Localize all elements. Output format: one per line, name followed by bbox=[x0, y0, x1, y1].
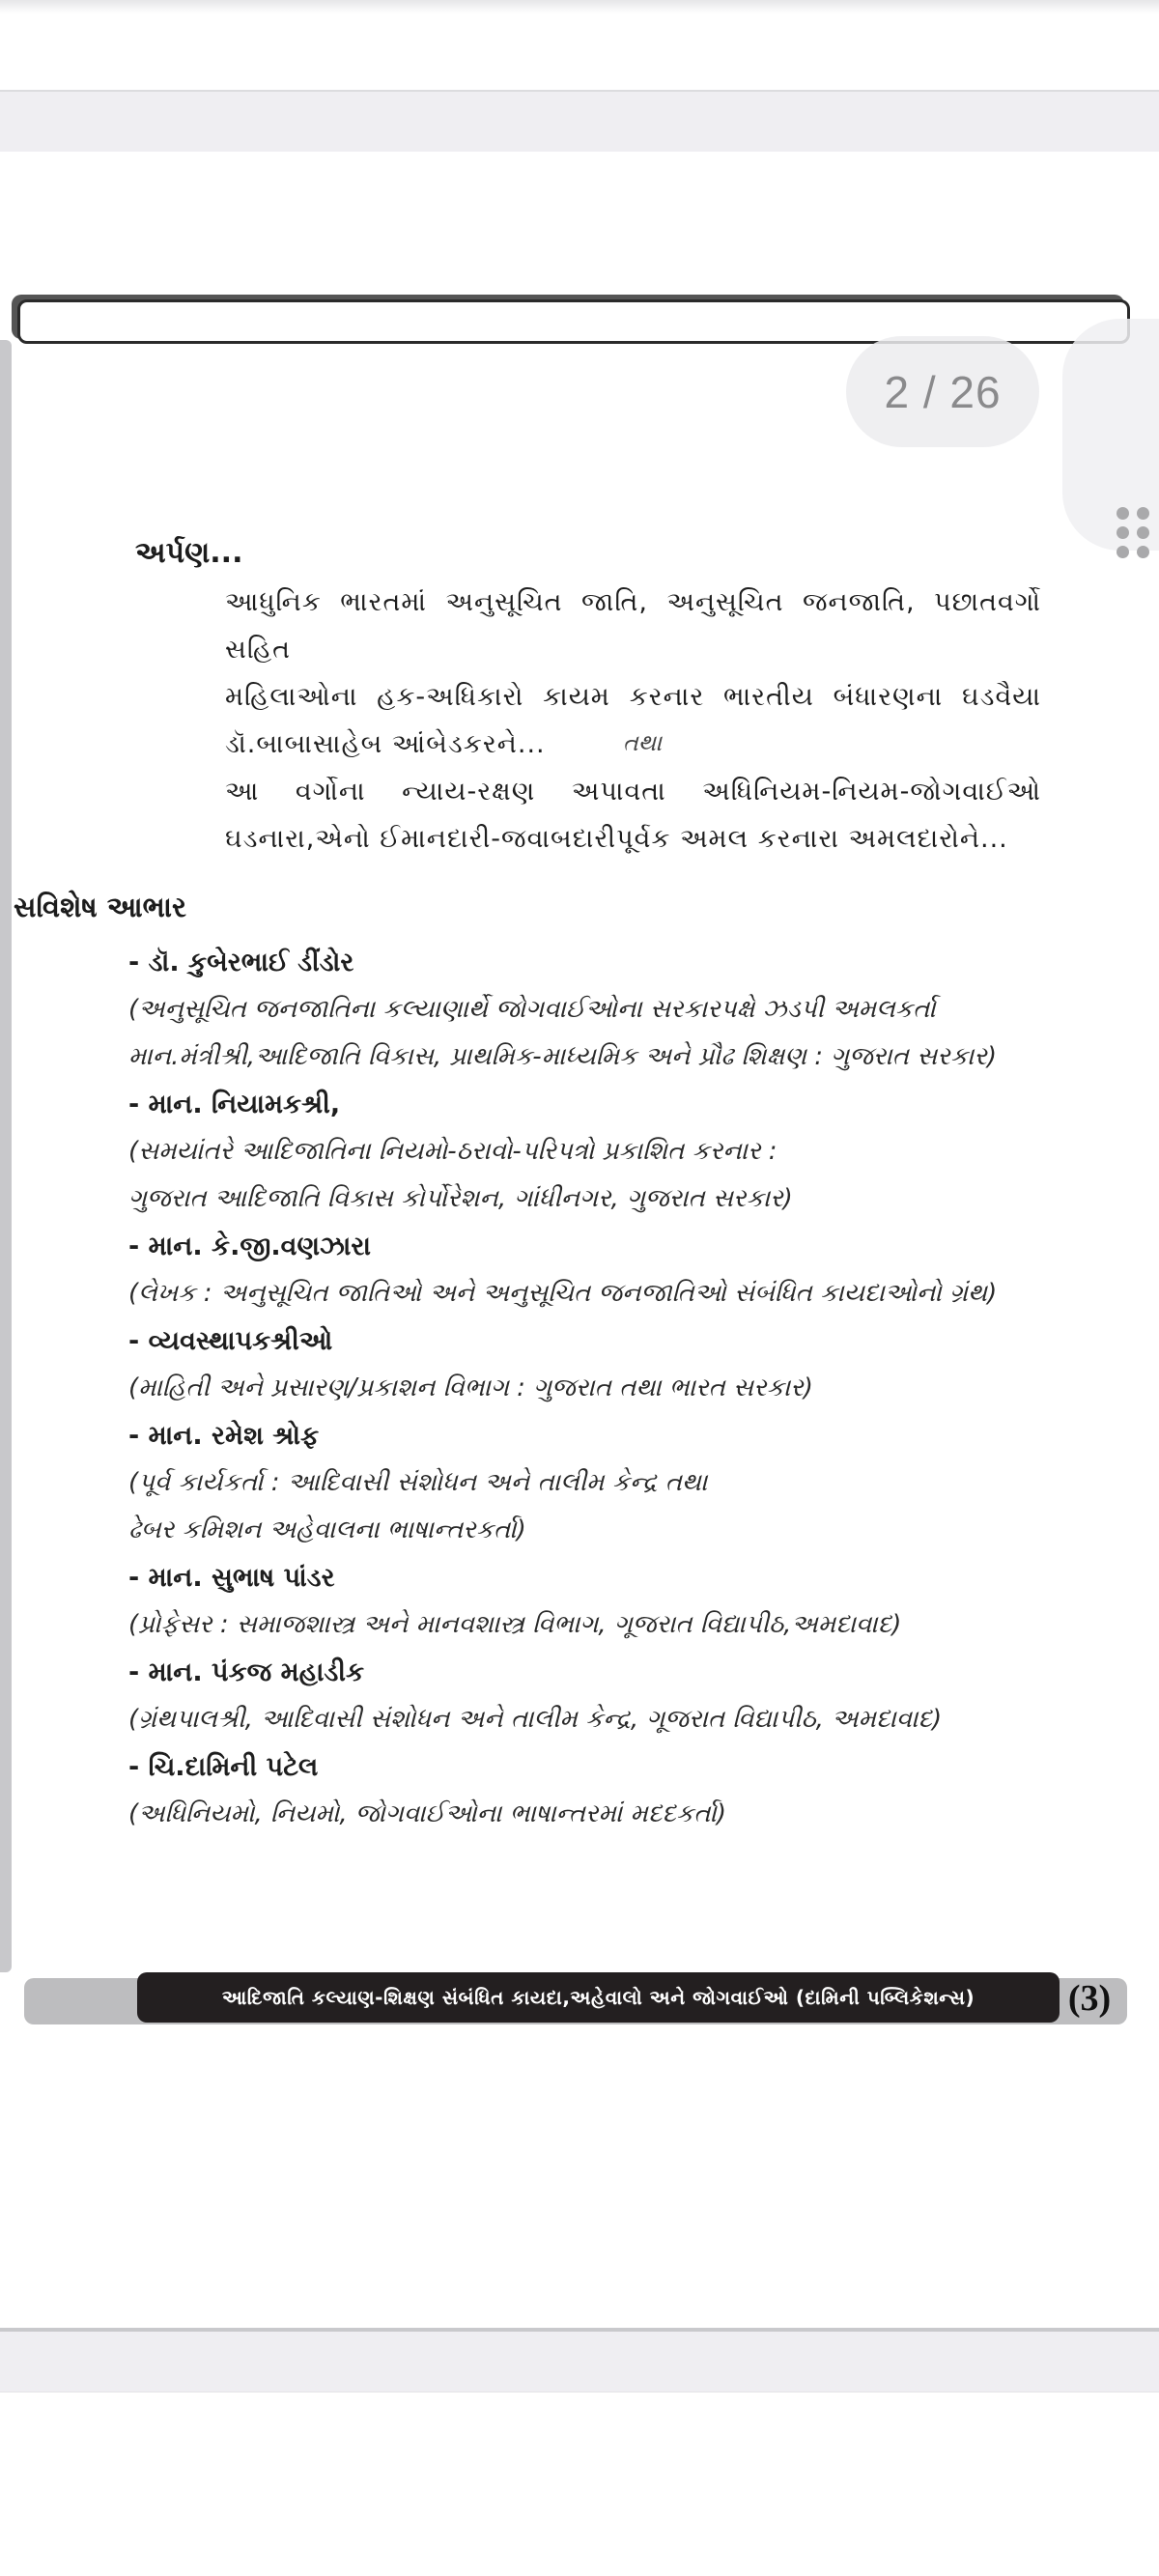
ack-item bbox=[128, 939, 1094, 1081]
ack-desc-line: (પૂર્વ કાર્યકર્તા : આદિવાસી સંશોધન અને તાલીમ કેન્દ્ર તથા bbox=[128, 1468, 708, 1497]
connector-text: તથા bbox=[622, 729, 663, 756]
ack-name: - માન. નિયામકશ્રી, bbox=[128, 1090, 341, 1119]
ack-item bbox=[128, 1081, 1094, 1223]
acknowledgements-heading: સવિશેષ આભાર bbox=[14, 891, 186, 923]
ack-desc-line: (પ્રોફેસર : સમાજશાસ્ત્ર અને માનવશાસ્ત્ર વિભાગ, ગૂજરાત વિદ્યાપીઠ,અમદાવાદ) bbox=[128, 1610, 902, 1639]
previous-page-bottom-edge bbox=[0, 0, 1159, 14]
dedication-paragraph-2 bbox=[225, 768, 1041, 863]
ack-desc-line: (માહિતી અને પ્રસારણ/પ્રકાશન વિભાગ : ગુજરાત તથા ભારત સરકાર) bbox=[128, 1373, 813, 1402]
ack-desc-line: માન.મંત્રીશ્રી,આદિજાતિ વિકાસ, પ્રાથમિક-માધ્યમિક અને પ્રૌઢ શિક્ષણ : ગુજરાત સરકાર) bbox=[128, 1042, 998, 1071]
ack-name: - માન. સુભાષ પાંડર bbox=[128, 1563, 335, 1593]
ack-name: - ડૉ. કુબેરભાઈ ડીંડોર bbox=[128, 948, 354, 977]
page-separator-top bbox=[0, 90, 1159, 153]
ack-item bbox=[128, 1743, 1094, 1838]
drag-grip-icon[interactable] bbox=[1117, 507, 1150, 558]
text-line: મહિલાઓના હક-અધિકારો કાયમ કરનાર ભારતીય બંધારણના ઘડવૈયા bbox=[225, 682, 1041, 712]
ack-name: - માન. કે.જી.વણઝારા bbox=[128, 1231, 371, 1261]
ack-item bbox=[128, 1317, 1094, 1412]
ack-desc-line: (લેખક : અનુસૂચિત જાતિઓ અને અનુસૂચિત જનજાતિઓ સંબંધિત કાયદાઓનો ગ્રંથ) bbox=[128, 1279, 998, 1308]
ack-name: - માન. પંકજ મહાડીક bbox=[128, 1657, 365, 1687]
footer-book-title: આદિજાતિ કલ્યાણ-શિક્ષણ સંબંધિત કાયદા,અહેવાલો અને જોગવાઈઓ (દામિની પબ્લિકેશન્સ) bbox=[137, 1972, 1060, 2023]
ack-item bbox=[128, 1223, 1094, 1317]
ack-name: - વ્યવસ્થાપકશ્રીઓ bbox=[128, 1326, 333, 1356]
ack-item bbox=[128, 1649, 1094, 1743]
ack-desc-line: (અનુસૂચિત જનજાતિના કલ્યાણાર્થે જોગવાઈઓના સરકારપક્ષે ઝડપી અમલકર્તા bbox=[128, 995, 936, 1024]
page-separator-bottom bbox=[0, 2328, 1159, 2392]
ack-item bbox=[128, 1554, 1094, 1649]
ack-desc-line: (સમયાંતરે આદિજાતિના નિયમો-ઠરાવો-પરિપત્રો પ્રકાશિત કરનાર : bbox=[128, 1137, 777, 1166]
text-line: આ વર્ગોના ન્યાય-રક્ષણ અપાવતા અધિનિયમ-નિયમ-જોગવાઈઓ bbox=[225, 777, 1041, 807]
ack-desc-line: ઢેબર કમિશન અહેવાલના ભાષાન્તરકર્તા) bbox=[128, 1515, 526, 1544]
ack-desc-line: (અધિનિયમો, નિયમો, જોગવાઈઓના ભાષાન્તરમાં મદદકર્તા) bbox=[128, 1799, 726, 1828]
dedication-heading: અર્પણ... bbox=[135, 536, 243, 570]
footer-page-number: (3) bbox=[1067, 1978, 1112, 2019]
acknowledgements-list bbox=[128, 939, 1094, 1838]
ack-desc-line: ગુજરાત આદિજાતિ વિકાસ કોર્પોરેશન, ગાંધીનગર, ગુજરાત સરકાર) bbox=[128, 1184, 793, 1213]
text-line: ડૉ.બાબાસાહેબ આંબેડકરને... bbox=[225, 729, 546, 759]
page-indicator: 2 / 26 bbox=[846, 336, 1039, 447]
ack-item bbox=[128, 1412, 1094, 1554]
text-line: આધુનિક ભારતમાં અનુસૂચિત જાતિ, અનુસૂચિત જનજાતિ, પછાતવર્ગો સહિત bbox=[225, 587, 1041, 665]
text-line: ઘડનારા,એનો ઈમાનદારી-જવાબદારીપૂર્વક અમલ કરનારા અમલદારોને... bbox=[225, 824, 1008, 854]
ack-name: - ચિ.દામિની પટેલ bbox=[128, 1752, 319, 1782]
page-left-margin-rail bbox=[0, 340, 12, 1972]
ack-name: - માન. રમેશ શ્રોફ bbox=[128, 1421, 320, 1451]
ack-desc-line: (ગ્રંથપાલશ્રી, આદિવાસી સંશોધન અને તાલીમ કેન્દ્ર, ગૂજરાત વિદ્યાપીઠ, અમદાવાદ) bbox=[128, 1705, 943, 1734]
